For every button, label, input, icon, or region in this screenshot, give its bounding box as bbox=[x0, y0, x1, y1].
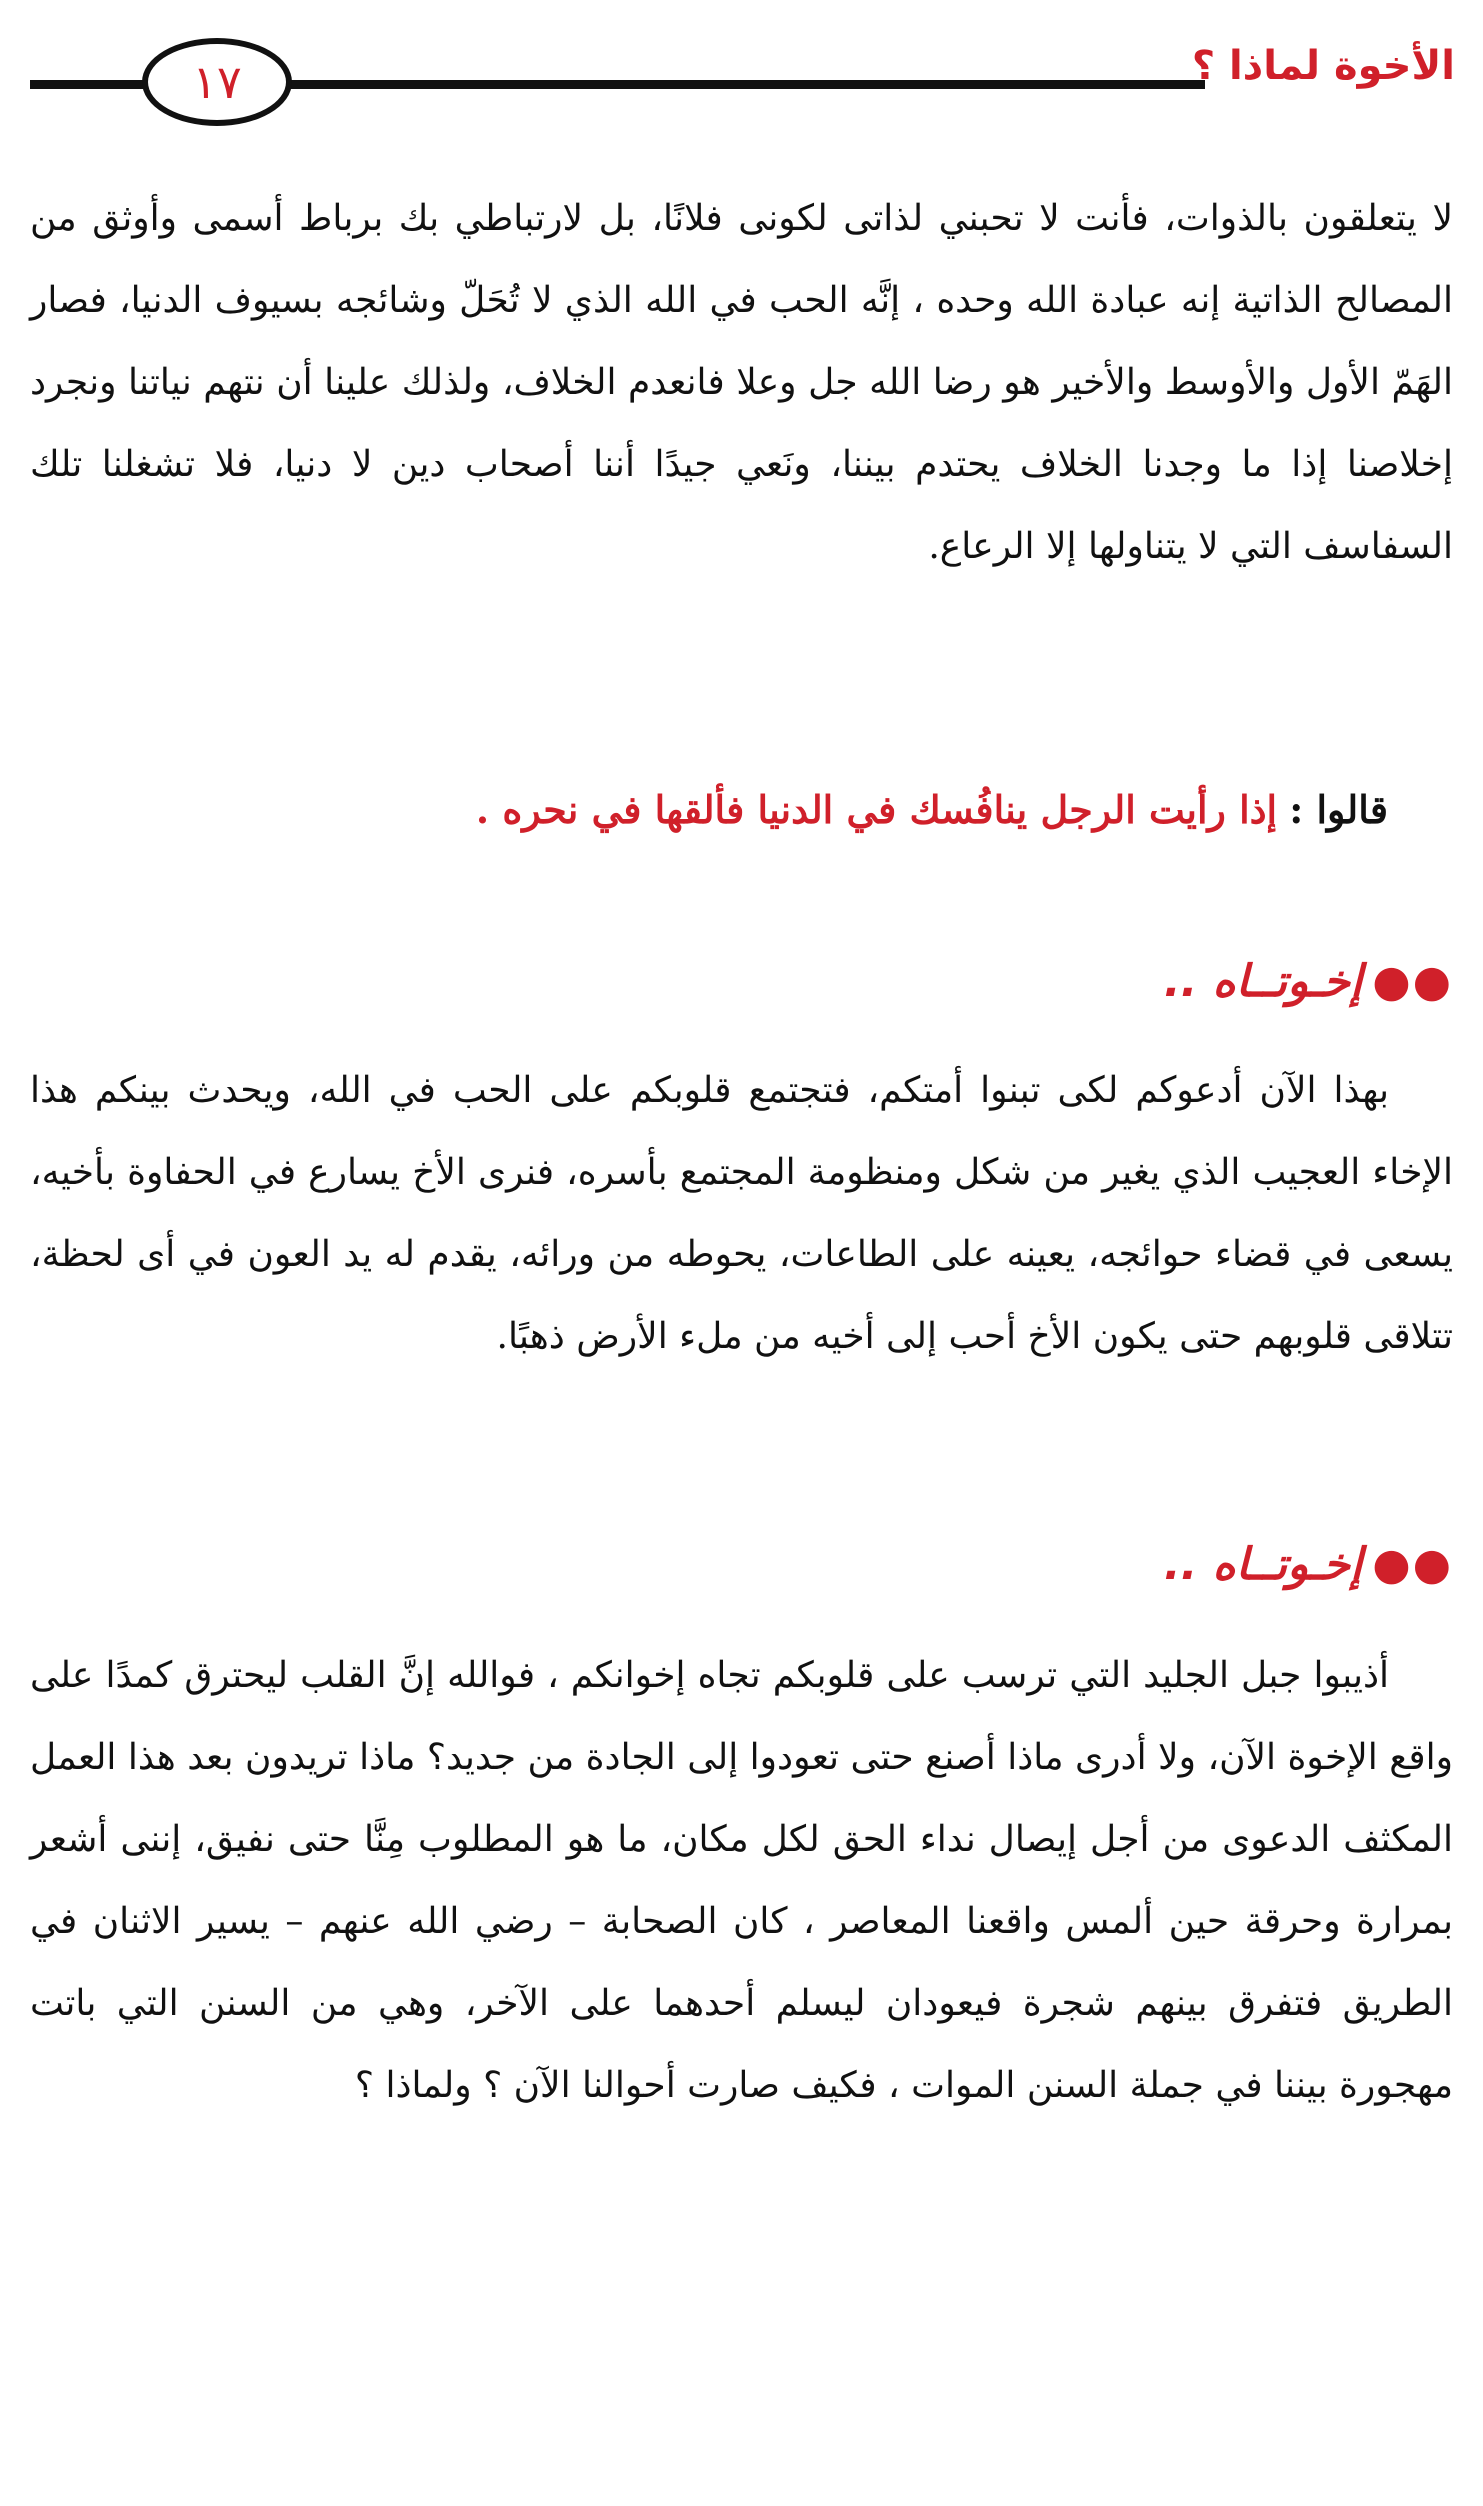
quote-intro: قالوا : bbox=[1289, 787, 1388, 832]
section-heading-1 bbox=[1164, 952, 1453, 1012]
paragraph-2: بهذا الآن أدعوكم لكى تبنوا أمتكم، فتجتمع قلوبكم على الحب في الله، ويحدث بينكم هذا الإخاء العجيب الذي يغير من شكل ومنظومة المجتمع بأسره، فنرى الأخ يسارع في الحفاوة بأخيه، يسعى في قضاء حوائجه، يعينه على الطاعات، يحوطه من ورائه، يقدم له يد العون في أى لحظة، تتلاقى قلوبهم حتى يكون الأخ أحب إلى أخيه من ملء الأرض ذهبًا. bbox=[30, 1070, 1453, 1357]
section-heading-1-text: إخـوتــاه .. bbox=[1163, 956, 1363, 1007]
running-title: الأخوة لماذا ؟ bbox=[1191, 43, 1455, 89]
double-dot-bullet-icon: ●● bbox=[1372, 1539, 1453, 1590]
page-header bbox=[30, 38, 1455, 110]
quote-text: إذا رأيت الرجل ينافُسك في الدنيا فألقها في نحره . bbox=[475, 787, 1278, 832]
section-heading-2 bbox=[1164, 1535, 1453, 1595]
double-dot-bullet-icon: ●● bbox=[1372, 956, 1453, 1007]
paragraph-1: لا يتعلقون بالذوات، فأنت لا تحبني لذاتى لكونى فلانًا، بل لارتباطي بك برباط أسمى وأوثق من المصالح الذاتية إنه عبادة الله وحده ، إنَّه الحب في الله الذي لا تُحَلّ وشائجه بسيوف الدنيا، فصار الهَمّ الأول والأوسط والأخير هو رضا الله جل وعلا فانعدم الخلاف، ولذلك علينا أن نتهم نياتنا ونجرد إخلاصنا إذا ما وجدنا الخلاف يحتدم بيننا، ونَعي جيدًا أننا أصحاب دين لا دنيا، فلا تشغلنا تلك السفاسف التي لا يتناولها إلا الرعاع. bbox=[30, 198, 1453, 567]
quote-line bbox=[476, 780, 1388, 840]
paragraph-3: أذيبوا جبل الجليد التي ترسب على قلوبكم تجاه إخوانكم ، فوالله إنَّ القلب ليحترق كمدًا على واقع الإخوة الآن، ولا أدرى ماذا أصنع حتى تعودوا إلى الجادة من جديد؟ ماذا تريدون بعد هذا العمل المكثف الدعوى من أجل إيصال نداء الحق لكل مكان، ما هو المطلوب مِنَّا حتى نفيق، إننى أشعر بمرارة وحرقة حين ألمس واقعنا المعاصر ، كان الصحابة – رضي الله عنهم – يسير الاثنان في الطريق فتفرق بينهم شجرة فيعودان ليسلم أحدهما على الآخر، وهي من السنن التي باتت مهجورة بيننا في جملة السنن الموات ، فكيف صارت أحوالنا الآن ؟ ولماذا ؟ bbox=[30, 1655, 1453, 2106]
section-heading-2-text: إخـوتــاه .. bbox=[1163, 1539, 1363, 1590]
page-number: ١٧ bbox=[192, 55, 242, 109]
page-number-oval bbox=[142, 38, 292, 126]
